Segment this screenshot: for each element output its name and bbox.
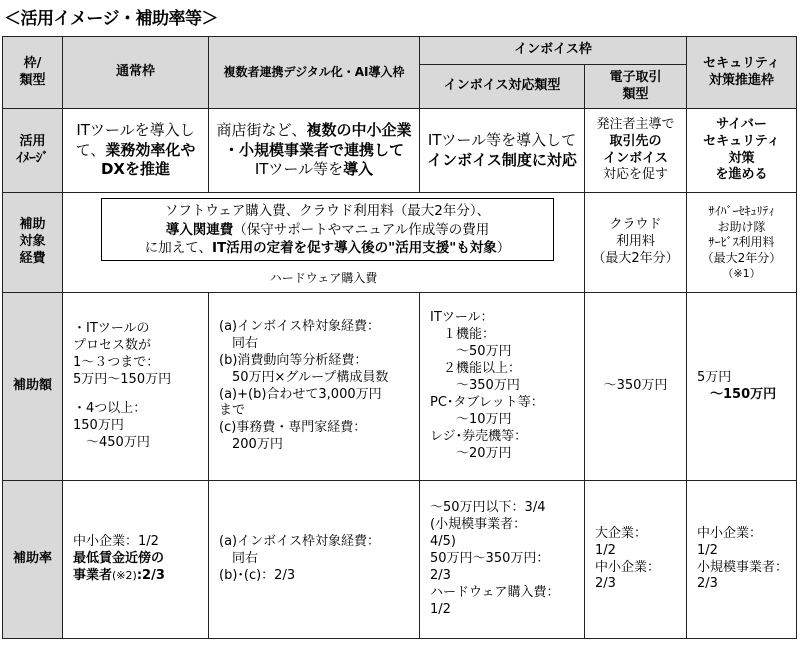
katsuyou-denshi: 発注者主導で 取引先の インボイス 対応を促す (585, 109, 687, 193)
keihi-security: ｻｲﾊﾞｰｾｷｭﾘﾃｨ お助け隊 ｻｰﾋﾞｽ利用料 （最大2年分） （※1） (687, 193, 797, 293)
keihi-denshi: クラウド 利用料 （最大2年分） (585, 193, 687, 293)
row-label-ritsu: 補助率 (3, 481, 63, 639)
gaku-tsujo: ・ITツールの プロセス数が 1～３つまで： 5万円～150万円 ・4つ以上： 150万円 ～450万円 (63, 293, 209, 481)
ritsu-fukusu: (a)インボイス枠対象経費： 同右 (b)･(c)：2/3 (209, 481, 420, 639)
ritsu-invoice: ～50万円以下：3/4 (小規模事業者： 4/5) 50万円～350万円： 2/3 ハードウェア購入費： 1/2 (420, 481, 585, 639)
keihi-common (63, 193, 585, 293)
subsidy-table (2, 36, 797, 639)
header-invoice-taiou: インボイス対応類型 (420, 65, 585, 109)
katsuyou-fukusu: 商店街など、複数の中小企業 ・小規模事業者で連携して ITツール等を導入 (209, 109, 420, 193)
ritsu-security: 中小企業： 1/2 小規模事業者： 2/3 (687, 481, 797, 639)
gaku-denshi: ～350万円 (585, 293, 687, 481)
gaku-invoice: ITツール： １機能： ～50万円 ２機能以上： ～350万円 PC･タブレット等： ～10万円 レジ･券売機等： ～20万円 (420, 293, 585, 481)
keihi-box: ソフトウェア購入費、クラウド利用料（最大2年分）、 導入関連費（保守サポートやマニュアル作成等の費用 に加えて、IT活用の定着を促す導入後の"活用支援"も対象） (101, 198, 554, 261)
row-label-gaku: 補助額 (3, 293, 63, 481)
katsuyou-invoice: ITツール等を導入して インボイス制度に対応 (420, 109, 585, 193)
page-title: ＜活用イメージ・補助率等＞ (4, 9, 218, 29)
gaku-security: 5万円 ～150万円 (687, 293, 797, 481)
header-waku: 枠/ 類型 (3, 37, 63, 109)
header-security: セキュリティ 対策推進枠 (687, 37, 797, 109)
ritsu-denshi: 大企業： 1/2 中小企業： 2/3 (585, 481, 687, 639)
header-invoice-group: インボイス枠 (420, 37, 687, 65)
row-label-katsuyou: 活用 ｲﾒｰｼﾞ (3, 109, 63, 193)
katsuyou-security: サイバー セキュリティ 対策 を進める (687, 109, 797, 193)
katsuyou-tsujo: ITツールを導入し て、業務効率化や DXを推進 (63, 109, 209, 193)
header-tsujo: 通常枠 (63, 37, 209, 109)
keihi-security-note: （※1） (722, 266, 761, 280)
gaku-fukusu: (a)インボイス枠対象経費： 同右 (b)消費動向等分析経費： 50万円×グループ構成員数 (a)+(b)合わせて3,000万円 まで (c)事務費・専門家経費： 200万円 (209, 293, 420, 481)
keihi-hardware: ハードウェア購入費 (269, 271, 378, 286)
ritsu-tsujo: 中小企業：1/2 最低賃金近傍の 事業者(※2):2/3 (63, 481, 209, 639)
header-fukusu: 複数者連携デジタル化・AI導入枠 (209, 37, 420, 109)
header-denshi: 電子取引 類型 (585, 65, 687, 109)
row-label-keihi: 補助 対象 経費 (3, 193, 63, 293)
